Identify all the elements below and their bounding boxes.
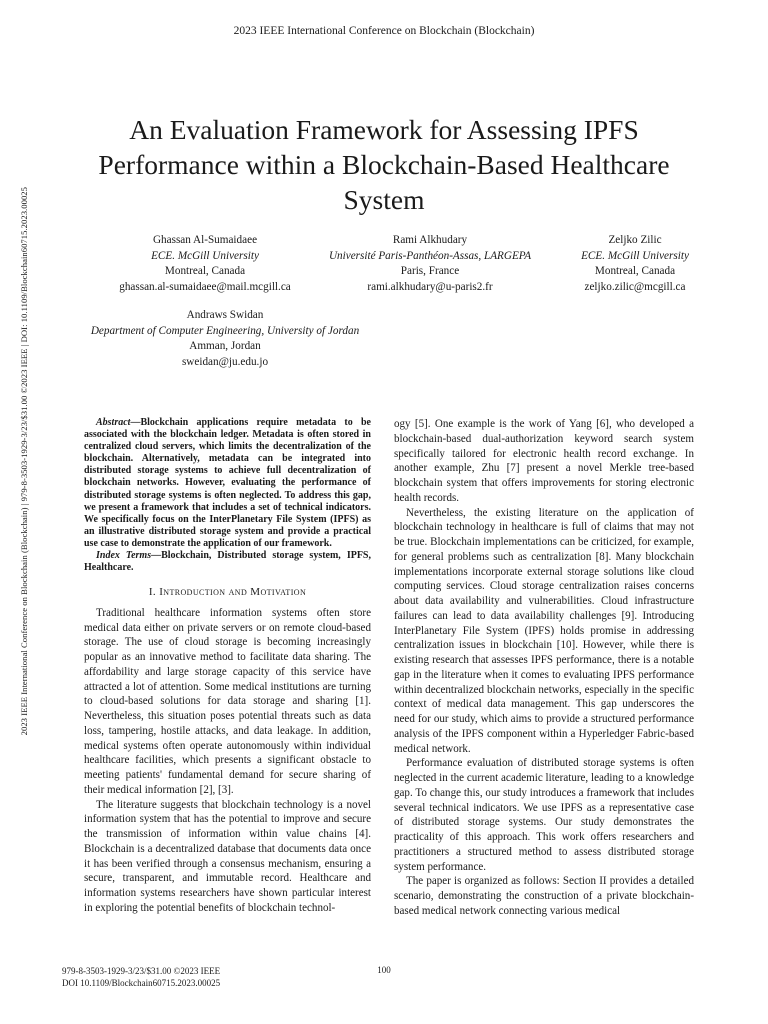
footer-info [62,965,220,989]
page-number: 100 [377,965,391,975]
author-email: sweidan@ju.edu.jo [181,355,269,368]
abstract [84,417,371,550]
index-terms-text: —Blockchain, Distributed storage system, IPFS, Healthcare. [84,550,371,574]
author-name: Ghassan Al-Sumaidaee [152,234,258,246]
side-note [5,187,29,827]
author-affiliation: ECE. McGill University [151,249,259,262]
body-paragraph: ogy [5]. One example is the work of Yang [6], who developed a blockchain-based dual-authorization keyword search system specifically tailored for electronic health record exchange. In another example, Zhu [7] present a novel Merkle tree-based blockchain system that offers improvements for storing electronic health records. [394,418,694,504]
conference-header: 2023 IEEE International Conference on Blockchain (Blockchain) [233,25,535,37]
author-location: Paris, France [400,265,460,277]
author-affiliation: Université Paris-Panthéon-Assas, LARGEPA [328,249,532,262]
body-paragraph: Traditional healthcare information systems often store medical data either on private servers or on remote cloud-based storage. The use of cloud storage is becoming increasingly popular as an innovative method to facilitate data sharing. The affordability and large storage capacity of this service have attracted a lot of attention. Some medical institutions are turning to cloud-based solutions for data storage and sharing [1]. Nevertheless, this situation poses potential threats such as data loss, tampering, hostile attacks, and data leakage. In addition, medical systems often operate autonomously within individual healthcare facilities, which presents a significant obstacle to meeting patients' fundamental demand for secure sharing of their medical information [2], [3]. [84,606,371,796]
author-block [310,233,550,295]
footer-isbn: 979-8-3503-1929-3/23/$31.00 ©2023 IEEE [62,966,221,976]
author-email: rami.alkhudary@u-paris2.fr [367,280,493,293]
author-block [70,308,380,370]
left-column [84,417,371,916]
author-location: Amman, Jordan [189,340,261,352]
body-paragraph: Nevertheless, the existing literature on the application of blockchain technology in healthcare is full of claims that may not be true. Blockchain implementations can be criticized, for example, for general problems such as centralization [8]. Many blockchain implementations incorporate external storage solutions like cloud computing services. Cloud storage centralization raises concerns about data availability and vulnerabilities. Cloud infrastructure failures can lead to data availability challenges [9]. Introducing InterPlanetary File System (IPFS) holds promise in addressing centralization issues in blockchain [10]. However, while there is existing research that assesses IPFS performance, there is a notable gap in the literature when it comes to evaluating IPFS performance within decentralized blockchain networks, especially in the specific context of medical data management. This gap underscores the need for our study, which aims to provide a structured performance analysis of the IPFS component within a Hyperledger Fabric-based medical network. [394,506,694,755]
footer-doi: DOI 10.1109/Blockchain60715.2023.00025 [62,978,221,988]
author-block [560,233,710,295]
author-name: Rami Alkhudary [392,234,468,246]
author-name: Andraws Swidan [186,309,264,321]
index-terms-lead: Index Terms [96,550,152,562]
body-paragraph: Performance evaluation of distributed storage systems is often neglected in the current academic literature, leading to a knowledge gap. To change this, our study introduces a framework that includes several technical indicators. We use IPFS as a representative case of distributed storage systems. Our study demonstrates the practicality of this approach. This work offers researchers and practitioners a structured method to assess distributed storage system performance. [394,757,694,873]
body-paragraph: The paper is organized as follows: Section II provides a detailed scenario, demonstrating the construction of a private blockchain-based medical network connecting various medical [394,875,694,917]
right-column [394,417,694,919]
author-block [100,233,310,295]
body-paragraph: The literature suggests that blockchain technology is a novel information system that has the potential to improve and secure the transmission of information within value chains [4]. Blockchain is a decentralized database that documents data once it has been verified through a consensus mechanism, ensuring a secure, transparent, and immutable record. Healthcare and information systems researchers have shown particular interest in exploring the potential benefits of blockchain technol- [84,798,371,914]
author-affiliation: Department of Computer Engineering, University of Jordan [90,324,360,337]
author-email: ghassan.al-sumaidaee@mail.mcgill.ca [119,280,291,293]
abstract-text: —Blockchain applications require metadata to be associated with the blockchain ledger. Metadata is often stored in centralized cloud servers, which limits the decentralization of the blockchain. Alternatively, metadata can be integrated into distributed storage systems to achieve full decentralization of blockchain networks. However, evaluating the performance of distributed storage systems is often neglected. To address this gap, we present a framework that includes a set of technical indicators. We specifically focus on the InterPlanetary File System (IPFS) as an illustrative distributed storage system and provide a practical use case to demonstrate the application of our framework. [84,417,371,549]
abstract-lead: Abstract [96,417,131,428]
paper-title: An Evaluation Framework for Assessing IPFS Performance within a Blockchain-Based Healthcare System [98,114,670,215]
index-terms [84,550,371,574]
author-name: Zeljko Zilic [608,234,662,246]
section-heading: I. Introduction and Motivation [148,586,307,599]
author-affiliation: ECE. McGill University [581,249,689,262]
author-location: Montreal, Canada [594,265,676,277]
author-email: zeljko.zilic@mcgill.ca [584,280,686,293]
side-note-text: 2023 IEEE International Conference on Blockchain (Blockchain) | 979-8-3503-1929-3/23/$31.00 ©2023 IEEE | DOI: 10.1109/Blockchain60715.2023.00025 [19,187,29,736]
author-location: Montreal, Canada [164,265,246,277]
